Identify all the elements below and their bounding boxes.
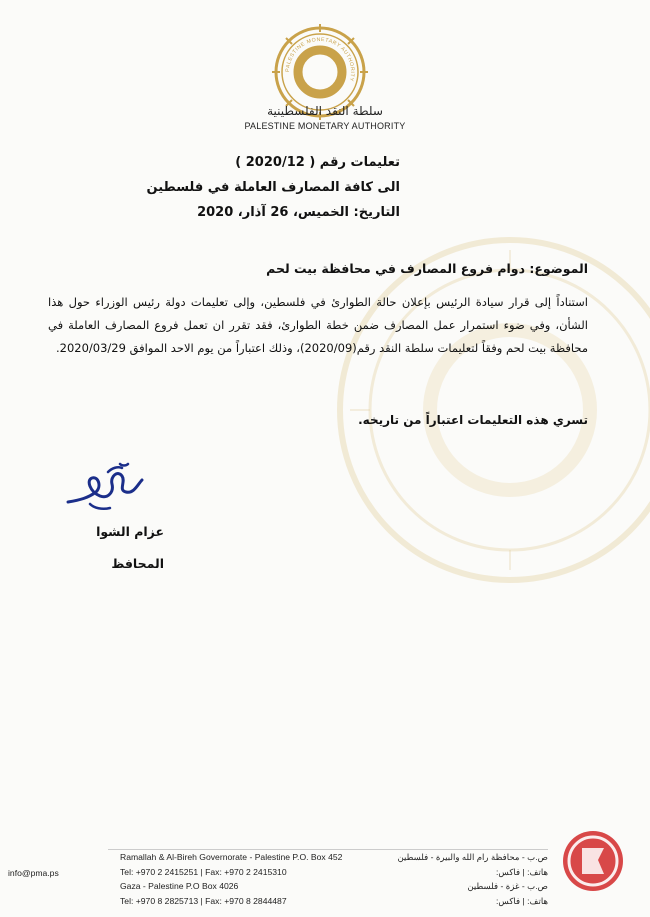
footer-email: info@pma.ps <box>8 868 59 878</box>
recipient-line: الى كافة المصارف العاملة في فلسطين <box>146 180 400 195</box>
footer-row-ramallah-phone <box>108 865 548 880</box>
footer-phone-ar: هاتف: | فاكس: <box>496 866 548 877</box>
org-name-english: PALESTINE MONETARY AUTHORITY <box>244 121 406 131</box>
org-name-arabic: سلطة النقد الفلسطينية <box>267 104 383 118</box>
body-paragraph: استناداً إلى قرار سيادة الرئيس بإعلان حالة الطوارئ في فلسطين، وإلى تعليمات دولة رئيس الوزراء حول هذا الشأن، وفي ضوء استمرار عمل المصارف ضمن خطة الطوارئ، فقد تقرر ان تعمل فروع المصارف العاملة في محافظة بيت لحم وفقاً لتعليمات سلطة النقد رقم(2020/09)، وذلك اعتباراً من يوم الاحد الموافق 2020/03/29. <box>48 295 588 355</box>
footer-row-gaza-phone <box>108 894 548 909</box>
instruction-number: تعليمات رقم ( 2020/12 ) <box>235 155 400 170</box>
letter-body <box>48 291 588 360</box>
watermark-seal-icon <box>330 230 650 590</box>
red-stamp-icon <box>558 826 628 896</box>
footer-row-gaza-address <box>108 879 548 894</box>
date-line: التاريخ: الخميس، 26 آذار، 2020 <box>197 205 400 220</box>
logo-ring-text: PALESTINE MONETARY AUTHORITY <box>284 36 356 83</box>
signatory-title: المحافظ <box>111 556 164 571</box>
footer-contact <box>108 850 548 908</box>
closing-line: تسري هذه التعليمات اعتباراً من تاريخه. <box>358 413 588 427</box>
handwritten-signature <box>60 462 150 520</box>
footer-phone-en: Tel: +970 2 2415251 | Fax: +970 2 2415310 <box>120 866 287 877</box>
signatory-name: عزام الشوا <box>96 524 164 539</box>
subject-line: الموضوع: دوام فروع المصارف في محافظة بيت لحم <box>266 261 588 276</box>
footer-gaza-phone-en: Tel: +970 8 2825713 | Fax: +970 8 2844487 <box>120 895 287 906</box>
footer-gaza-address-ar: ص.ب - غزة - فلسطين <box>467 881 548 891</box>
footer-address-ar: ص.ب - محافظة رام الله والبيرة - فلسطين <box>397 852 548 862</box>
instruction-header <box>100 150 400 225</box>
footer-address-en: Ramallah & Al-Bireh Governorate - Palestine P.O. Box 452 <box>120 852 343 862</box>
footer-row-ramallah-address <box>108 850 548 865</box>
footer-gaza-phone-ar: هاتف: | فاكس: <box>496 895 548 906</box>
footer-gaza-address-en: Gaza - Palestine P.O Box 4026 <box>120 881 239 891</box>
